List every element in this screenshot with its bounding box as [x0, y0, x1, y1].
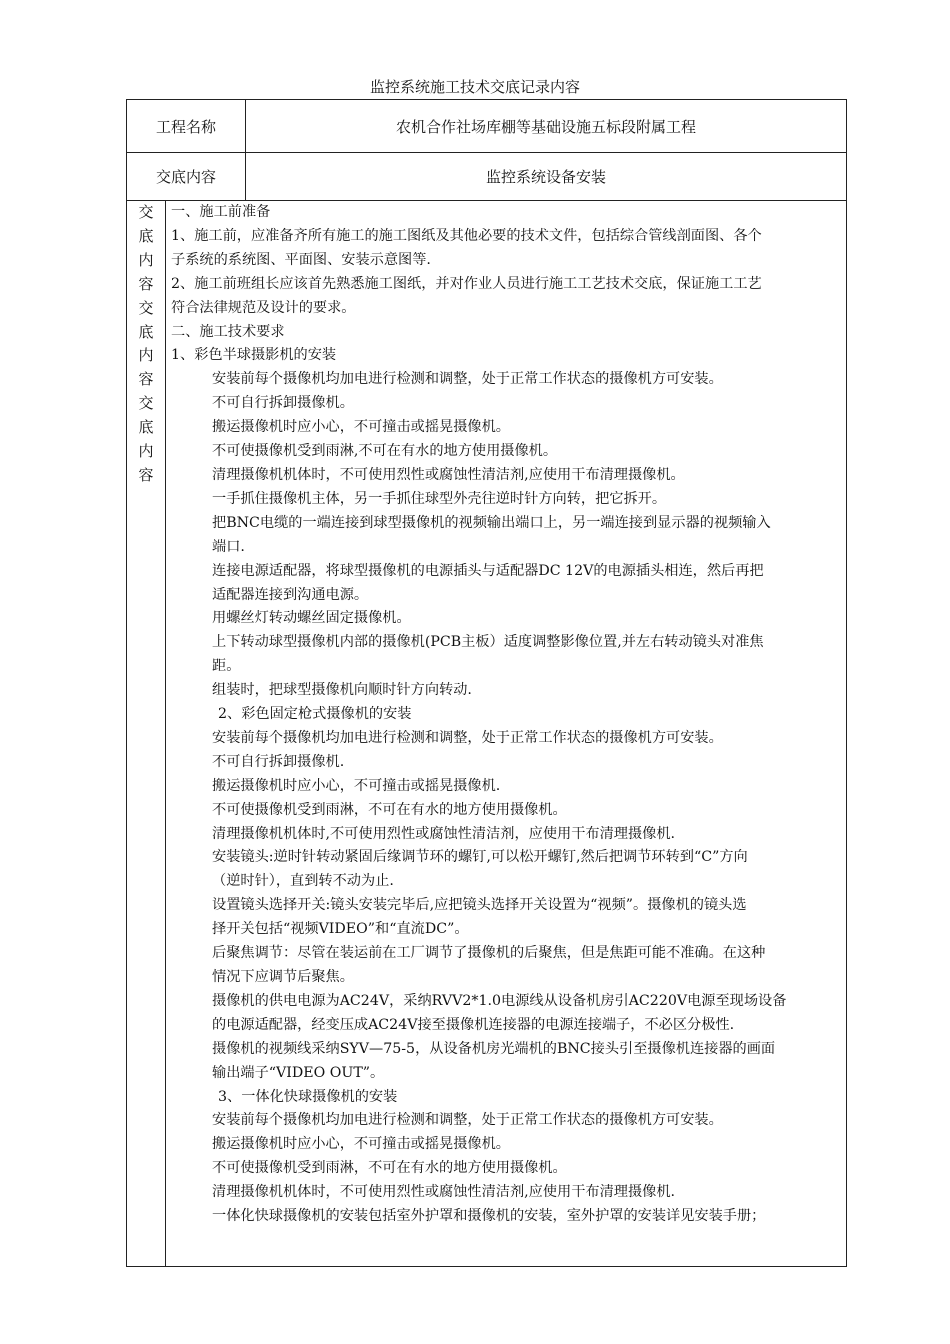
body-line: 情况下应调节后聚焦。 [212, 969, 354, 985]
body-line: 2、施工前班组长应该首先熟悉施工图纸，并对作业人员进行施工工艺技术交底，保证施工工艺 [171, 275, 762, 292]
body-line: 安装前每个摄像机均加电进行检测和调整，处于正常工作状态的摄像机方可安装。 [212, 1112, 723, 1129]
disclosure-content-label: 交底内容 [155, 168, 216, 186]
body-line: 1、彩色半球摄影机的安装 [171, 347, 337, 364]
side-label-char: 容 [138, 274, 154, 293]
body-line: 适配器连接到沟通电源。 [212, 586, 369, 603]
body-line: 摄像机的视频线采纳SYV—75-5，从设备机房光端机的BNC接头引至摄像机连接器的画面 [212, 1040, 776, 1057]
body-line: 摄像机的供电电源为AC24V，采纳RVV2*1.0电源线从设备机房引AC220V电源至现场设备 [212, 992, 787, 1009]
body-line: 不可使摄像机受到雨淋,不可在有水的地方使用摄像机。 [212, 443, 558, 460]
side-label-vertical [127, 201, 165, 488]
side-label-char: 底 [138, 226, 154, 245]
body-line: 3、一体化快球摄像机的安装 [218, 1088, 398, 1105]
side-label-char: 容 [138, 465, 154, 484]
body-line: 1、施工前，应准备齐所有施工的施工图纸及其他必要的技术文件，包括综合管线剖面图、各个 [171, 227, 762, 244]
body-line: 连接电源适配器，将球型摄像机的电源插头与适配器DC 12V的电源插头相连，然后再把 [212, 562, 764, 579]
body-line: 一手抓住摄像机主体，另一手抓住球型外壳往逆时针方向转，把它拆开。 [212, 490, 667, 507]
body-line: 距。 [212, 658, 241, 675]
body-line: 不可自行拆卸摄像机. [212, 753, 345, 770]
body-line: 端口. [212, 538, 245, 555]
body-line: 二、施工技术要求 [171, 323, 285, 340]
side-label-char: 底 [138, 418, 154, 437]
side-label-char: 底 [138, 322, 154, 341]
body-line: 搬运摄像机时应小心，不可撞击或摇晃摄像机. [212, 777, 501, 794]
col-divider-body [165, 200, 166, 1266]
disclosure-body [171, 201, 843, 1229]
side-label-char: 交 [138, 298, 154, 317]
body-line: 不可自行拆卸摄像机。 [212, 395, 354, 412]
project-name-value: 农机合作社场库棚等基础设施五标段附属工程 [395, 117, 696, 136]
body-line: 清理摄像机机体时,不可使用烈性或腐蚀性清洁剂，应使用干布清理摄像机. [212, 825, 676, 842]
body-line: 安装前每个摄像机均加电进行检测和调整，处于正常工作状态的摄像机方可安装。 [212, 729, 723, 746]
body-line: 2、彩色固定枪式摄像机的安装 [218, 706, 412, 723]
side-label-char: 内 [138, 442, 154, 461]
body-line: 不可使摄像机受到雨淋，不可在有水的地方使用摄像机。 [212, 801, 567, 818]
body-line: 一体化快球摄像机的安装包括室外护罩和摄像机的安装，室外护罩的安装详见安装手册； [212, 1208, 766, 1225]
disclosure-table [126, 99, 847, 1267]
side-label-char: 交 [138, 394, 154, 413]
body-line: 安装镜头:逆时针转动紧固后缘调节环的螺钉,可以松开螺钉,然后把调节环转到“C”方向 [212, 849, 748, 866]
body-line: 清理摄像机机体时，不可使用烈性或腐蚀性清洁剂,应使用干布清理摄像机。 [212, 466, 685, 483]
document-title: 监控系统施工技术交底记录内容 [369, 78, 580, 96]
body-line: 安装前每个摄像机均加电进行检测和调整，处于正常工作状态的摄像机方可安装。 [212, 371, 723, 388]
body-line: 用螺丝灯转动螺丝固定摄像机。 [212, 610, 411, 627]
body-line: 子系统的系统图、平面图、安装示意图等. [171, 251, 431, 268]
project-name-label: 工程名称 [155, 117, 216, 136]
body-line: 不可使摄像机受到雨淋，不可在有水的地方使用摄像机。 [212, 1160, 567, 1177]
body-line: 把BNC电缆的一端连接到球型摄像机的视频输出端口上，另一端连接到显示器的视频输入 [212, 514, 771, 531]
body-line: 搬运摄像机时应小心，不可撞击或摇晃摄像机。 [212, 1136, 510, 1153]
body-line: 清理摄像机机体时，不可使用烈性或腐蚀性清洁剂,应使用干布清理摄像机. [212, 1184, 676, 1201]
side-label-char: 容 [138, 370, 154, 389]
body-line: 的电源适配器，经变压成AC24V接至摄像机连接器的电源连接端子，不必区分极性. [212, 1016, 735, 1033]
body-line: 搬运摄像机时应小心，不可撞击或摇晃摄像机。 [212, 419, 510, 436]
body-line: 后聚焦调节：尽管在装运前在工厂调节了摄像机的后聚焦，但是焦距可能不准确。在这种 [212, 945, 766, 962]
disclosure-content-value: 监控系统设备安装 [485, 168, 606, 186]
body-line: 输出端子“VIDEO OUT”。 [212, 1064, 385, 1081]
side-label-char: 内 [138, 346, 154, 365]
body-line: 一、施工前准备 [171, 204, 271, 220]
body-line: 组装时，把球型摄像机向顺时针方向转动. [212, 682, 472, 699]
body-line: （逆时针），直到转不动为止. [212, 873, 394, 890]
body-line: 上下转动球型摄像机内部的摄像机(PCB主板）适度调整影像位置,并左右转动镜头对准焦 [212, 634, 764, 651]
body-line: 择开关包括“视频VIDEO”和“直流DC”。 [212, 921, 469, 938]
body-line: 符合法律规范及设计的要求。 [171, 299, 356, 316]
side-label-char: 内 [138, 250, 154, 269]
side-label-char: 交 [138, 203, 154, 221]
body-line: 设置镜头选择开关:镜头安装完毕后,应把镜头选择开关设置为“视频”。摄像机的镜头选 [212, 897, 747, 914]
